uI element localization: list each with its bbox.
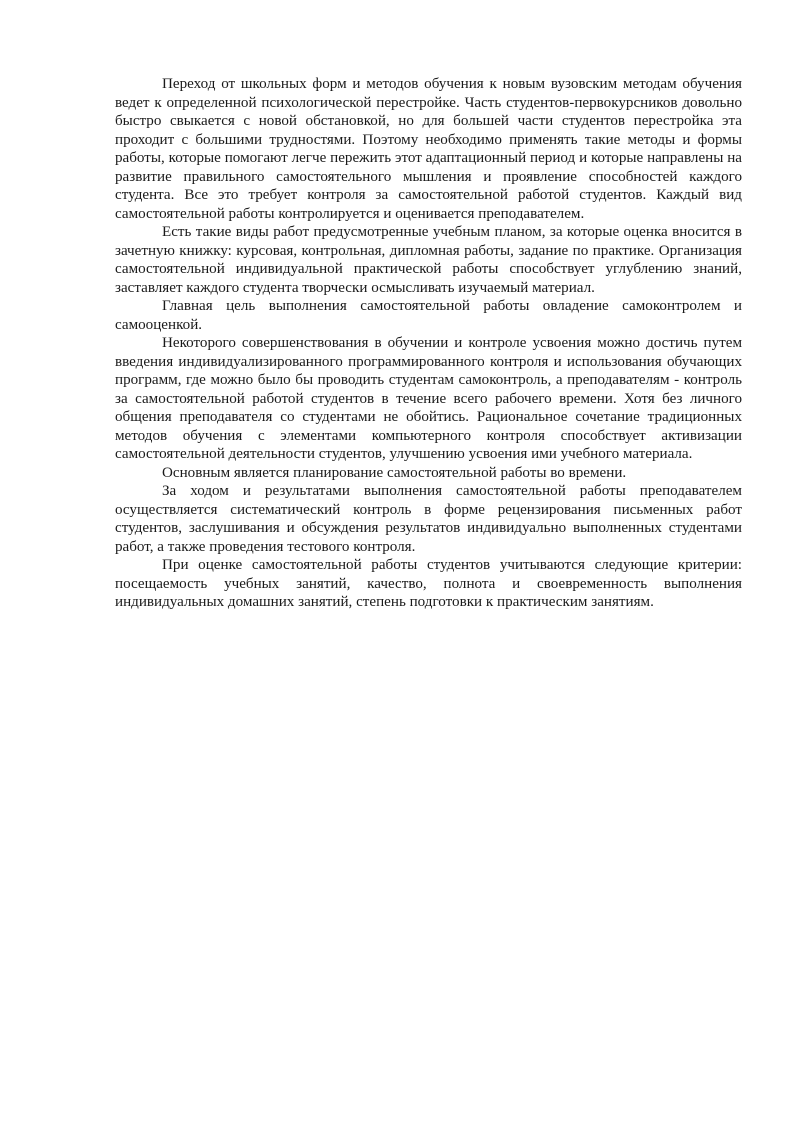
paragraph-4: Некоторого совершенствования в обучении и контроле усвоения можно достичь путем введения индивидуализированного программированного контроля и использования обучающих программ, где можно было бы проводить студентам самоконтроль, а преподавателям - контроль за самостоятельной работой студентов в течение всего рабочего времени. Хотя без личного общения преподавателя со студентами не обойтись. Рациональное сочетание традиционных методов обучения с элементами компьютерного контроля способствует активизации самостоятельной деятельности студентов, улучшению усвоения ими учебного материала. bbox=[115, 335, 742, 462]
document-body bbox=[115, 75, 742, 612]
paragraph-5: Основным является планирование самостоятельной работы во времени. bbox=[162, 464, 627, 481]
paragraph-6: За ходом и результатами выполнения самостоятельной работы преподавателем осуществляется систематический контроль в форме рецензирования письменных работ студентов, заслушивания и обсуждения результатов индивидуально выполненных студентами работ, а также проведения тестового контроля. bbox=[115, 483, 742, 555]
paragraph-7: При оценке самостоятельной работы студентов учитываются следующие критерии: посещаемость учебных занятий, качество, полнота и своевременность выполнения индивидуальных домашних занятий, степень подготовки к практическим занятиям. bbox=[115, 557, 742, 610]
paragraph-2: Есть такие виды работ предусмотренные учебным планом, за которые оценка вносится в зачетную книжку: курсовая, контрольная, дипломная работы, задание по практике. Организация самостоятельной индивидуальной практической работы способствует углублению знаний, заставляет каждого студента творчески осмысливать изучаемый материал. bbox=[115, 224, 742, 296]
paragraph-3: Главная цель выполнения самостоятельной работы овладение самоконтролем и самооценкой. bbox=[115, 298, 742, 333]
paragraph-1: Переход от школьных форм и методов обучения к новым вузовским методам обучения ведет к определенной психологической перестройке. Часть студентов-первокурсников довольно быстро свыкается с новой обстановкой, но для большей части студентов перестройка эта проходит с большими трудностями. Поэтому необходимо применять такие методы и формы работы, которые помогают легче пережить этот адаптационный период и которые направлены на развитие правильного самостоятельного мышления и проявление способностей каждого студента. Все это требует контроля за самостоятельной работой студентов. Каждый вид самостоятельной работы контролируется и оценивается преподавателем. bbox=[115, 76, 742, 222]
